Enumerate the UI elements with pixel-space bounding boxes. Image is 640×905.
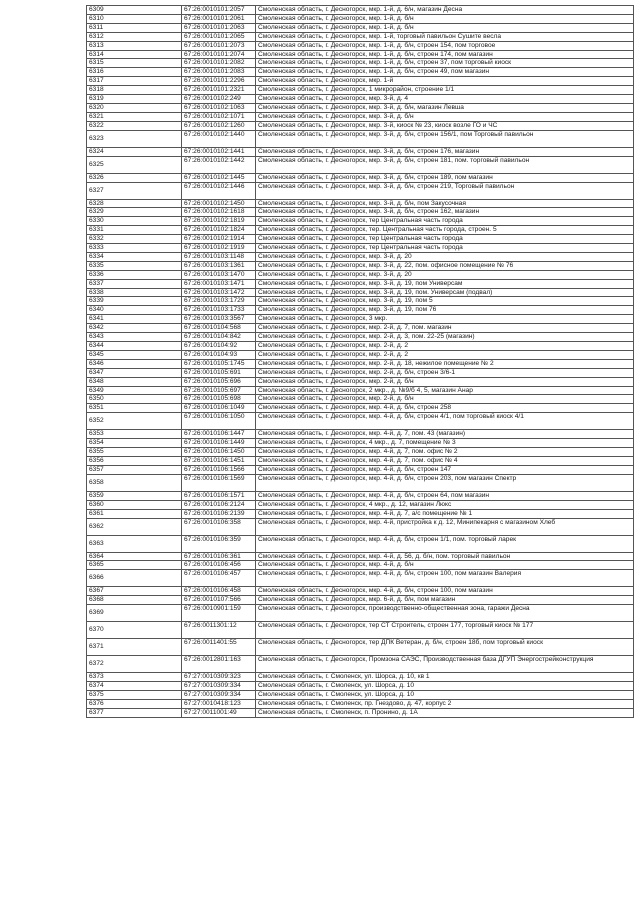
table-row (87, 552, 634, 561)
table-row (87, 95, 634, 104)
cadastral-number-cell: 67:26:0010105:697 (182, 386, 256, 395)
row-number-cell: 6372 (87, 656, 182, 673)
registry-table (86, 5, 634, 718)
cadastral-number-cell: 67:26:0010101:2082 (182, 59, 256, 68)
address-cell: Смоленская область, г. Десногорск, 1 микрорайон, строение 1/1 (256, 86, 634, 95)
cadastral-number-cell: 67:26:0010102:249 (182, 95, 256, 104)
cadastral-number-cell: 67:26:0010106:1450 (182, 448, 256, 457)
row-number-cell: 6358 (87, 474, 182, 491)
address-cell: Смоленская область, г. Десногорск, мкр. 1-й, д. б/н, строен 37, пом торговый киоск (256, 59, 634, 68)
row-number-cell: 6368 (87, 596, 182, 605)
row-number-cell: 6313 (87, 41, 182, 50)
cadastral-number-cell: 67:26:0010106:456 (182, 561, 256, 570)
cadastral-number-cell: 67:26:0010101:2083 (182, 68, 256, 77)
table-row (87, 112, 634, 121)
row-number-cell: 6346 (87, 359, 182, 368)
row-number-cell: 6324 (87, 147, 182, 156)
cadastral-number-cell: 67:26:0010102:1450 (182, 199, 256, 208)
row-number-cell: 6351 (87, 404, 182, 413)
table-row (87, 673, 634, 682)
address-cell: Смоленская область, г. Десногорск, мкр. 3-й, д. б/н, пом Закусочная (256, 199, 634, 208)
row-number-cell: 6315 (87, 59, 182, 68)
address-cell: Смоленская область, г. Смоленск, п. Пронино, д. 1А (256, 708, 634, 717)
address-cell: Смоленская область, г. Десногорск, тер СТ Строитель, строен 177, торговый киоск № 177 (256, 622, 634, 639)
address-cell: Смоленская область, г. Смоленск, ул. Шорса, д. 10 (256, 690, 634, 699)
address-cell: Смоленская область, г. Десногорск, тер Центральная часть города (256, 244, 634, 253)
cadastral-number-cell: 67:26:0010102:1440 (182, 130, 256, 147)
row-number-cell: 6333 (87, 244, 182, 253)
address-cell: Смоленская область, г. Десногорск, производственно-общественная зона, гаражи Десна (256, 605, 634, 622)
cadastral-number-cell: 67:26:0010102:1071 (182, 112, 256, 121)
row-number-cell: 6311 (87, 23, 182, 32)
row-number-cell: 6342 (87, 324, 182, 333)
address-cell: Смоленская область, г. Десногорск, мкр. 3-й, д. б/н, строен 156/1, пом Торговый павильон (256, 130, 634, 147)
row-number-cell: 6326 (87, 173, 182, 182)
row-number-cell: 6348 (87, 377, 182, 386)
table-row (87, 465, 634, 474)
address-cell: Смоленская область, г. Десногорск, 4 мкр., д. 7, помещение № 3 (256, 439, 634, 448)
address-cell: Смоленская область, г. Десногорск, тер ДПК Ветеран, д. б/н, строен 18б, пом торговый киоск (256, 639, 634, 656)
table-row (87, 235, 634, 244)
row-number-cell: 6361 (87, 509, 182, 518)
table-row (87, 217, 634, 226)
row-number-cell: 6325 (87, 156, 182, 173)
table-row (87, 500, 634, 509)
cadastral-number-cell: 67:27:0010418:123 (182, 699, 256, 708)
address-cell: Смоленская область, г. Десногорск, мкр. 3-й, киоск № 23, киоск возле ГО и ЧС (256, 121, 634, 130)
row-number-cell: 6332 (87, 235, 182, 244)
registry-table-body (87, 6, 634, 718)
table-row (87, 639, 634, 656)
address-cell: Смоленская область, г. Десногорск, мкр. 4-й, д. б/н, строен 203, пом магазин Спектр (256, 474, 634, 491)
row-number-cell: 6316 (87, 68, 182, 77)
cadastral-number-cell: 67:26:0010106:358 (182, 518, 256, 535)
cadastral-number-cell: 67:26:0010102:1063 (182, 103, 256, 112)
address-cell: Смоленская область, г. Десногорск, мкр. 4-й, д. 7, пом. офис № 2 (256, 448, 634, 457)
row-number-cell: 6369 (87, 605, 182, 622)
address-cell: Смоленская область, г. Десногорск, мкр. 4-й, д. б/н, строен 100, пом магазин (256, 587, 634, 596)
table-row (87, 199, 634, 208)
address-cell: Смоленская область, г. Десногорск, мкр. 4-й, д. б/н, строен 1/1, пом. торговый ларек (256, 535, 634, 552)
table-row (87, 350, 634, 359)
row-number-cell: 6376 (87, 699, 182, 708)
address-cell: Смоленская область, г. Десногорск, мкр. 3-й, д. 4 (256, 95, 634, 104)
row-number-cell: 6371 (87, 639, 182, 656)
cadastral-number-cell: 67:26:0010101:2061 (182, 14, 256, 23)
table-row (87, 561, 634, 570)
cadastral-number-cell: 67:26:0010105:1745 (182, 359, 256, 368)
cadastral-number-cell: 67:26:0010101:2321 (182, 86, 256, 95)
cadastral-number-cell: 67:26:0010106:2139 (182, 509, 256, 518)
cadastral-number-cell: 67:26:0010106:2124 (182, 500, 256, 509)
cadastral-number-cell: 67:26:0010102:1824 (182, 226, 256, 235)
row-number-cell: 6375 (87, 690, 182, 699)
row-number-cell: 6352 (87, 413, 182, 430)
cadastral-number-cell: 67:27:0011001:49 (182, 708, 256, 717)
address-cell: Смоленская область, г. Десногорск, мкр. 4-й, д. 7, пом. офис № 4 (256, 456, 634, 465)
cadastral-number-cell: 67:26:0010106:1569 (182, 474, 256, 491)
table-row (87, 699, 634, 708)
cadastral-number-cell: 67:26:0010102:1446 (182, 182, 256, 199)
address-cell: Смоленская область, г. Десногорск, мкр. 1-й, д. б/н (256, 14, 634, 23)
row-number-cell: 6312 (87, 32, 182, 41)
table-row (87, 596, 634, 605)
table-row (87, 173, 634, 182)
address-cell: Смоленская область, г. Десногорск, мкр. 3-й, д. б/н, строен 181, пом. торговый павильон (256, 156, 634, 173)
cadastral-number-cell: 67:26:0010106:1451 (182, 456, 256, 465)
row-number-cell: 6339 (87, 297, 182, 306)
cadastral-number-cell: 67:26:0010106:1571 (182, 491, 256, 500)
address-cell: Смоленская область, г. Десногорск, тер Центральная часть города (256, 217, 634, 226)
row-number-cell: 6331 (87, 226, 182, 235)
cadastral-number-cell: 67:26:0010106:359 (182, 535, 256, 552)
cadastral-number-cell: 67:26:0010104:842 (182, 333, 256, 342)
row-number-cell: 6367 (87, 587, 182, 596)
address-cell: Смоленская область, г. Десногорск, мкр. 6-й, д. б/н, пом магазин (256, 596, 634, 605)
table-row (87, 244, 634, 253)
cadastral-number-cell: 67:26:0010104:92 (182, 342, 256, 351)
cadastral-number-cell: 67:26:0010101:2065 (182, 32, 256, 41)
table-row (87, 306, 634, 315)
row-number-cell: 6330 (87, 217, 182, 226)
cadastral-number-cell: 67:26:0010106:457 (182, 570, 256, 587)
cadastral-number-cell: 67:26:0010101:2296 (182, 77, 256, 86)
row-number-cell: 6327 (87, 182, 182, 199)
row-number-cell: 6318 (87, 86, 182, 95)
table-row (87, 430, 634, 439)
cadastral-number-cell: 67:26:0010901:159 (182, 605, 256, 622)
address-cell: Смоленская область, г. Десногорск, 4 мкр., д. 12, магазин Люкс (256, 500, 634, 509)
table-row (87, 208, 634, 217)
table-row (87, 448, 634, 457)
table-row (87, 518, 634, 535)
address-cell: Смоленская область, г. Смоленск, ул. Шорса, д. 10, кв 1 (256, 673, 634, 682)
address-cell: Смоленская область, г. Десногорск, тер. Центральная часть города, строен. 5 (256, 226, 634, 235)
row-number-cell: 6337 (87, 279, 182, 288)
address-cell: Смоленская область, г. Десногорск, мкр. 3-й, д. 19, пом Универсам (256, 279, 634, 288)
table-row (87, 315, 634, 324)
cadastral-number-cell: 67:26:0010102:1442 (182, 156, 256, 173)
table-row (87, 182, 634, 199)
address-cell: Смоленская область, г. Десногорск, мкр. 4-й, д. 7, пом. 43 (магазин) (256, 430, 634, 439)
address-cell: Смоленская область, г. Десногорск, мкр. 1-й, торговый павильон Сушите весла (256, 32, 634, 41)
cadastral-number-cell: 67:26:0010103:1148 (182, 252, 256, 261)
row-number-cell: 6359 (87, 491, 182, 500)
table-row (87, 77, 634, 86)
table-row (87, 14, 634, 23)
address-cell: Смоленская область, г. Десногорск, мкр. 2-й, д. 2 (256, 350, 634, 359)
row-number-cell: 6364 (87, 552, 182, 561)
table-row (87, 23, 634, 32)
cadastral-number-cell: 67:26:0010101:2063 (182, 23, 256, 32)
cadastral-number-cell: 67:26:0010106:1050 (182, 413, 256, 430)
row-number-cell: 6341 (87, 315, 182, 324)
row-number-cell: 6370 (87, 622, 182, 639)
table-row (87, 41, 634, 50)
cadastral-number-cell: 67:26:0010102:1445 (182, 173, 256, 182)
cadastral-number-cell: 67:26:0010105:698 (182, 395, 256, 404)
table-row (87, 297, 634, 306)
address-cell: Смоленская область, г. Десногорск, мкр. 1-й, д. 6/н, магазин Десна (256, 6, 634, 15)
table-row (87, 68, 634, 77)
table-row (87, 535, 634, 552)
row-number-cell: 6344 (87, 342, 182, 351)
cadastral-number-cell: 67:26:0010105:696 (182, 377, 256, 386)
cadastral-number-cell: 67:26:0011401:55 (182, 639, 256, 656)
address-cell: Смоленская область, г. Десногорск, мкр. 2-й, д. б/н (256, 395, 634, 404)
address-cell: Смоленская область, г. Десногорск, мкр. 4-й, пристройка к д. 12, Минипекарня с магазином Хлеб (256, 518, 634, 535)
table-row (87, 386, 634, 395)
table-row (87, 226, 634, 235)
table-row (87, 570, 634, 587)
address-cell: Смоленская область, г. Десногорск, мкр. 4-й, д. 7, а/с помещение № 1 (256, 509, 634, 518)
address-cell: Смоленская область, г. Десногорск, мкр. 2-й, д. б/н (256, 377, 634, 386)
address-cell: Смоленская область, г. Десногорск, мкр. 3-й, д. 19, пом. Универсам (подвал) (256, 288, 634, 297)
row-number-cell: 6347 (87, 368, 182, 377)
address-cell: Смоленская область, г. Десногорск, мкр. 4-й, д. б/н, строен 100, пом магазин Валерия (256, 570, 634, 587)
table-row (87, 252, 634, 261)
address-cell: Смоленская область, г. Десногорск, 2 мкр., д. №9/б 4, 5, магазин Анар (256, 386, 634, 395)
row-number-cell: 6345 (87, 350, 182, 359)
table-row (87, 377, 634, 386)
table-row (87, 156, 634, 173)
address-cell: Смоленская область, г. Смоленск, пр. Гнездово, д. 47, корпус 2 (256, 699, 634, 708)
cadastral-number-cell: 67:26:0011301:12 (182, 622, 256, 639)
address-cell: Смоленская область, г. Десногорск, мкр. 3-й, д. 20 (256, 270, 634, 279)
address-cell: Смоленская область, г. Десногорск, мкр. 4-й, д. б/н (256, 561, 634, 570)
table-row (87, 682, 634, 691)
row-number-cell: 6334 (87, 252, 182, 261)
cadastral-number-cell: 67:26:0010105:691 (182, 368, 256, 377)
row-number-cell: 6343 (87, 333, 182, 342)
table-row (87, 690, 634, 699)
cadastral-number-cell: 67:26:0010104:568 (182, 324, 256, 333)
row-number-cell: 6329 (87, 208, 182, 217)
table-row (87, 103, 634, 112)
cadastral-number-cell: 67:26:0010103:1733 (182, 306, 256, 315)
cadastral-number-cell: 67:26:0010104:93 (182, 350, 256, 359)
row-number-cell: 6323 (87, 130, 182, 147)
row-number-cell: 6310 (87, 14, 182, 23)
row-number-cell: 6317 (87, 77, 182, 86)
address-cell: Смоленская область, г. Десногорск, мкр. 3-й, д. б/н, строен 176, магазин (256, 147, 634, 156)
address-cell: Смоленская область, г. Десногорск, мкр. 1-й (256, 77, 634, 86)
cadastral-number-cell: 67:26:0010102:1441 (182, 147, 256, 156)
table-row (87, 279, 634, 288)
table-row (87, 86, 634, 95)
cadastral-number-cell: 67:26:0010102:1260 (182, 121, 256, 130)
table-row (87, 324, 634, 333)
table-row (87, 32, 634, 41)
address-cell: Смоленская область, г. Десногорск, мкр. 1-й, д. б/н, строен 174, пом магазин (256, 50, 634, 59)
cadastral-number-cell: 67:26:0010103:1361 (182, 261, 256, 270)
cadastral-number-cell: 67:26:0010106:1049 (182, 404, 256, 413)
cadastral-number-cell: 67:26:0010103:1729 (182, 297, 256, 306)
table-row (87, 261, 634, 270)
address-cell: Смоленская область, г. Десногорск, мкр. 3-й, д. б/н, магазин Левша (256, 103, 634, 112)
table-row (87, 587, 634, 596)
table-row (87, 368, 634, 377)
address-cell: Смоленская область, г. Десногорск, мкр. 3-й, д. 20 (256, 252, 634, 261)
table-row (87, 395, 634, 404)
address-cell: Смоленская область, г. Десногорск, мкр. 3-й, д. б/н (256, 112, 634, 121)
row-number-cell: 6335 (87, 261, 182, 270)
row-number-cell: 6353 (87, 430, 182, 439)
row-number-cell: 6320 (87, 103, 182, 112)
table-row (87, 404, 634, 413)
table-row (87, 333, 634, 342)
table-row (87, 456, 634, 465)
address-cell: Смоленская область, г. Десногорск, мкр. 2-й, д. б/н, строен 3/6-1 (256, 368, 634, 377)
row-number-cell: 6374 (87, 682, 182, 691)
address-cell: Смоленская область, г. Десногорск, мкр. 1-й, д. б/н, строен 154, пом торговое (256, 41, 634, 50)
cadastral-number-cell: 67:26:0010106:1449 (182, 439, 256, 448)
address-cell: Смоленская область, г. Десногорск, Промзона САЭС, Производственная база ДГУП Энергострейконструкция (256, 656, 634, 673)
address-cell: Смоленская область, г. Десногорск, мкр. 4-й, д. б/н, строен 64, пом магазин (256, 491, 634, 500)
address-cell: Смоленская область, г. Десногорск, мкр. 3-й, д. б/н, строен 219, Торговый павильон (256, 182, 634, 199)
row-number-cell: 6357 (87, 465, 182, 474)
cadastral-number-cell: 67:26:0010103:3567 (182, 315, 256, 324)
address-cell: Смоленская область, г. Десногорск, мкр. 3-й, д. 19, пом 5 (256, 297, 634, 306)
address-cell: Смоленская область, г. Смоленск, ул. Шорса, д. 10 (256, 682, 634, 691)
table-row (87, 708, 634, 717)
cadastral-number-cell: 67:26:0010106:458 (182, 587, 256, 596)
row-number-cell: 6336 (87, 270, 182, 279)
cadastral-number-cell: 67:26:0010106:1447 (182, 430, 256, 439)
table-row (87, 491, 634, 500)
address-cell: Смоленская область, г. Десногорск, мкр. 2-й, д. 3, пом. 22-25 (магазин) (256, 333, 634, 342)
address-cell: Смоленская область, г. Десногорск, мкр. 2-й, д. 2 (256, 342, 634, 351)
row-number-cell: 6354 (87, 439, 182, 448)
cadastral-number-cell: 67:26:0010101:2074 (182, 50, 256, 59)
table-row (87, 656, 634, 673)
table-row (87, 59, 634, 68)
address-cell: Смоленская область, г. Десногорск, мкр. 4-й, д. б/н, строен 147 (256, 465, 634, 474)
table-row (87, 50, 634, 59)
table-row (87, 605, 634, 622)
cadastral-number-cell: 67:27:0010309:323 (182, 673, 256, 682)
row-number-cell: 6350 (87, 395, 182, 404)
row-number-cell: 6349 (87, 386, 182, 395)
cadastral-number-cell: 67:26:0010103:1472 (182, 288, 256, 297)
cadastral-number-cell: 67:26:0010102:1914 (182, 235, 256, 244)
row-number-cell: 6338 (87, 288, 182, 297)
address-cell: Смоленская область, г. Десногорск, 3 мкр. (256, 315, 634, 324)
row-number-cell: 6366 (87, 570, 182, 587)
cadastral-number-cell: 67:26:0010107:566 (182, 596, 256, 605)
table-row (87, 270, 634, 279)
row-number-cell: 6360 (87, 500, 182, 509)
address-cell: Смоленская область, г. Десногорск, мкр. 4-й, д. б/н, строен 258 (256, 404, 634, 413)
address-cell: Смоленская область, г. Десногорск, мкр. 1-й, д. б/н (256, 23, 634, 32)
cadastral-number-cell: 67:26:0010101:2057 (182, 6, 256, 15)
row-number-cell: 6314 (87, 50, 182, 59)
cadastral-number-cell: 67:26:0010102:1618 (182, 208, 256, 217)
table-row (87, 342, 634, 351)
row-number-cell: 6340 (87, 306, 182, 315)
cadastral-number-cell: 67:26:0010101:2073 (182, 41, 256, 50)
row-number-cell: 6373 (87, 673, 182, 682)
table-row (87, 439, 634, 448)
table-row (87, 359, 634, 368)
address-cell: Смоленская область, г. Десногорск, мкр. 3-й, д. б/н, строен 162, магазин (256, 208, 634, 217)
address-cell: Смоленская область, г. Десногорск, мкр. 2-й, д. 7, пом. магазин (256, 324, 634, 333)
address-cell: Смоленская область, г. Десногорск, мкр. 2-й, д. 18, нежилое помещение № 2 (256, 359, 634, 368)
table-row (87, 121, 634, 130)
address-cell: Смоленская область, г. Десногорск, мкр. 4-й, д. б/н, строен 4/1, пом торговый киоск 4/1 (256, 413, 634, 430)
row-number-cell: 6309 (87, 6, 182, 15)
address-cell: Смоленская область, г. Десногорск, мкр. 3-й, д. 19, пом 76 (256, 306, 634, 315)
table-row (87, 6, 634, 15)
cadastral-number-cell: 67:27:0010309:334 (182, 690, 256, 699)
cadastral-number-cell: 67:26:0010106:361 (182, 552, 256, 561)
row-number-cell: 6377 (87, 708, 182, 717)
row-number-cell: 6365 (87, 561, 182, 570)
cadastral-number-cell: 67:26:0010103:1471 (182, 279, 256, 288)
cadastral-number-cell: 67:26:0010106:1566 (182, 465, 256, 474)
table-row (87, 509, 634, 518)
row-number-cell: 6321 (87, 112, 182, 121)
address-cell: Смоленская область, г. Десногорск, мкр. 1-й, д. б/н, строен 49, пом магазин (256, 68, 634, 77)
row-number-cell: 6356 (87, 456, 182, 465)
row-number-cell: 6363 (87, 535, 182, 552)
row-number-cell: 6362 (87, 518, 182, 535)
table-row (87, 474, 634, 491)
address-cell: Смоленская область, г. Десногорск, тер Центральная часть города (256, 235, 634, 244)
cadastral-number-cell: 67:26:0010102:1919 (182, 244, 256, 253)
address-cell: Смоленская область, г. Десногорск, мкр. 3-й, д. 22, пом. офисное помещение № 76 (256, 261, 634, 270)
row-number-cell: 6355 (87, 448, 182, 457)
address-cell: Смоленская область, г. Десногорск, мкр. 4-й, д. 56, д. б/н, пом. торговый павильон (256, 552, 634, 561)
row-number-cell: 6319 (87, 95, 182, 104)
cadastral-number-cell: 67:26:0010102:1819 (182, 217, 256, 226)
table-row (87, 413, 634, 430)
table-row (87, 147, 634, 156)
cadastral-number-cell: 67:26:0010103:1470 (182, 270, 256, 279)
cadastral-number-cell: 67:26:0012801:163 (182, 656, 256, 673)
table-row (87, 130, 634, 147)
cadastral-number-cell: 67:27:0010309:334 (182, 682, 256, 691)
row-number-cell: 6322 (87, 121, 182, 130)
table-row (87, 288, 634, 297)
address-cell: Смоленская область, г. Десногорск, мкр. 3-й, д. б/н, строен 189, пом магазин (256, 173, 634, 182)
row-number-cell: 6328 (87, 199, 182, 208)
table-row (87, 622, 634, 639)
